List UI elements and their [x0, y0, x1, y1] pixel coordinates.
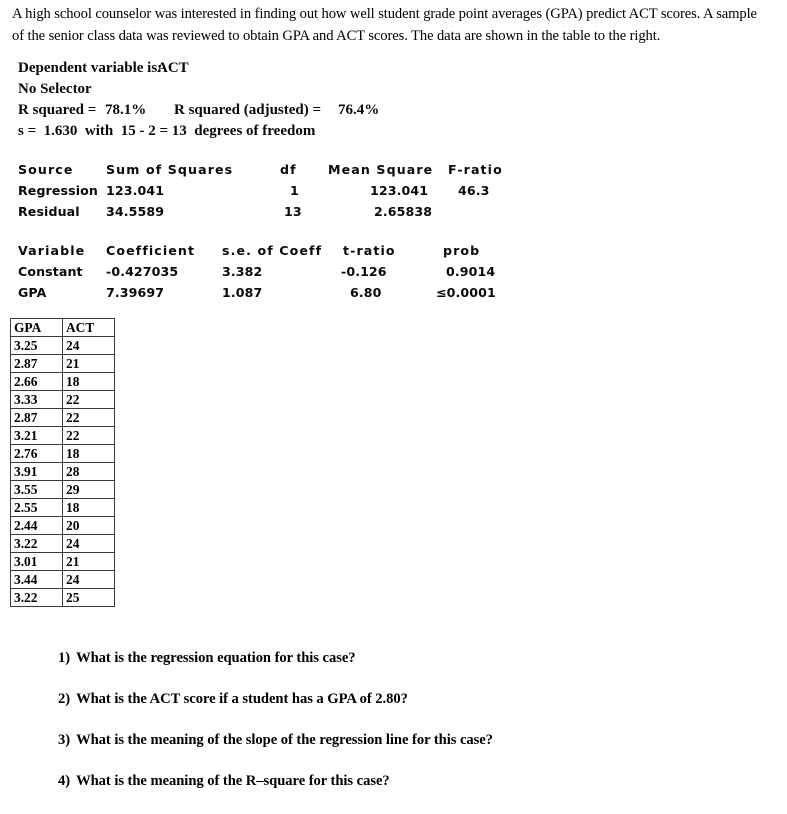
anova-residual-source: Residual — [18, 204, 80, 219]
standard-error-line: s = 1.630 with 15 - 2 = 13 degrees of freedom — [18, 123, 316, 139]
table-row — [11, 337, 115, 355]
cell-act: 24 — [63, 571, 115, 589]
anova-header-df: df — [280, 162, 297, 177]
anova-regression-sum-of-squares: 123.041 — [106, 183, 165, 198]
question-item — [58, 691, 758, 732]
anova-row-regression — [18, 180, 538, 201]
cell-act: 22 — [63, 391, 115, 409]
question-item — [58, 650, 758, 691]
anova-row-residual — [18, 201, 538, 222]
cell-gpa: 3.21 — [11, 427, 63, 445]
table-row — [11, 373, 115, 391]
selector-row — [18, 79, 538, 100]
table-row — [11, 517, 115, 535]
coefficients-gpa-coefficient: 7.39697 — [106, 285, 165, 300]
table-row — [11, 391, 115, 409]
table-row — [11, 355, 115, 373]
cell-act: 24 — [63, 535, 115, 553]
table-row — [11, 445, 115, 463]
coefficients-table — [18, 240, 538, 303]
cell-gpa: 3.22 — [11, 589, 63, 607]
coefficients-constant-prob: 0.9014 — [446, 264, 496, 279]
dependent-variable-row — [18, 58, 538, 79]
anova-residual-sum-of-squares: 34.5589 — [106, 204, 165, 219]
r-squared-adjusted-value: 76.4% — [338, 102, 380, 118]
cell-act: 24 — [63, 337, 115, 355]
table-row — [11, 427, 115, 445]
selector-label: No Selector — [18, 81, 92, 97]
table-row — [11, 535, 115, 553]
question-text: What is the meaning of the R–square for this case? — [76, 773, 390, 789]
anova-regression-mean-square: 123.041 — [370, 183, 429, 198]
r-squared-label: R squared = — [18, 102, 97, 118]
anova-residual-df: 13 — [284, 204, 302, 219]
cell-act: 21 — [63, 553, 115, 571]
coefficients-header-t-ratio: t-ratio — [343, 243, 396, 258]
question-text: What is the regression equation for this case? — [76, 650, 356, 666]
coefficients-header-prob: prob — [443, 243, 481, 258]
cell-act: 22 — [63, 427, 115, 445]
cell-act: 29 — [63, 481, 115, 499]
anova-residual-mean-square: 2.65838 — [374, 204, 433, 219]
regression-output-block — [18, 58, 538, 303]
question-text: What is the meaning of the slope of the regression line for this case? — [76, 732, 493, 748]
coefficients-gpa-se-of-coeff: 1.087 — [222, 285, 263, 300]
coefficients-gpa-t-ratio: 6.80 — [350, 285, 382, 300]
data-table-head — [11, 319, 115, 337]
dependent-variable-value: ACT — [157, 60, 189, 76]
anova-regression-df: 1 — [290, 183, 299, 198]
question-number: 2) — [58, 691, 71, 707]
coefficients-constant-se-of-coeff: 3.382 — [222, 264, 263, 279]
anova-header-source: Source — [18, 162, 74, 177]
anova-header-mean-square: Mean Square — [328, 162, 434, 177]
cell-gpa: 2.87 — [11, 409, 63, 427]
cell-gpa: 3.44 — [11, 571, 63, 589]
cell-gpa: 3.22 — [11, 535, 63, 553]
anova-header-sum-of-squares: Sum of Squares — [106, 162, 234, 177]
cell-gpa: 2.66 — [11, 373, 63, 391]
cell-gpa: 3.01 — [11, 553, 63, 571]
coefficients-header-coefficient: Coefficient — [106, 243, 196, 258]
cell-gpa: 3.91 — [11, 463, 63, 481]
coefficients-gpa-variable: GPA — [18, 285, 47, 300]
cell-gpa: 3.25 — [11, 337, 63, 355]
cell-act: 18 — [63, 373, 115, 391]
r-squared-row — [18, 100, 538, 121]
anova-header-row — [18, 159, 538, 180]
table-row — [11, 409, 115, 427]
coefficients-header-se-of-coeff: s.e. of Coeff — [222, 243, 323, 258]
cell-gpa: 2.55 — [11, 499, 63, 517]
cell-gpa: 3.33 — [11, 391, 63, 409]
coefficients-constant-coefficient: -0.427035 — [106, 264, 179, 279]
coefficients-constant-t-ratio: -0.126 — [341, 264, 387, 279]
cell-act: 28 — [63, 463, 115, 481]
data-table-header-act: ACT — [63, 319, 115, 337]
table-row — [11, 553, 115, 571]
table-row — [11, 499, 115, 517]
cell-act: 22 — [63, 409, 115, 427]
table-row — [11, 571, 115, 589]
coefficients-header-row — [18, 240, 538, 261]
coefficients-row-constant — [18, 261, 538, 282]
regression-summary-header — [18, 58, 538, 142]
data-table-header-gpa: GPA — [11, 319, 63, 337]
table-row — [11, 481, 115, 499]
cell-gpa: 2.76 — [11, 445, 63, 463]
table-row — [11, 463, 115, 481]
cell-act: 18 — [63, 499, 115, 517]
anova-table — [18, 159, 538, 222]
question-number: 1) — [58, 650, 71, 666]
table-row — [11, 589, 115, 607]
cell-act: 25 — [63, 589, 115, 607]
coefficients-header-variable: Variable — [18, 243, 86, 258]
r-squared-value: 78.1% — [105, 102, 147, 118]
gpa-act-data-table — [10, 318, 115, 607]
cell-act: 21 — [63, 355, 115, 373]
question-item — [58, 773, 758, 814]
question-text: What is the ACT score if a student has a GPA of 2.80? — [76, 691, 408, 707]
cell-act: 20 — [63, 517, 115, 535]
anova-regression-source: Regression — [18, 183, 98, 198]
anova-regression-f-ratio: 46.3 — [458, 183, 490, 198]
data-table-body — [11, 337, 115, 607]
dependent-variable-label: Dependent variable is: — [18, 60, 163, 76]
cell-gpa: 3.55 — [11, 481, 63, 499]
data-table-header-row — [11, 319, 115, 337]
question-number: 3) — [58, 732, 71, 748]
r-squared-adjusted-label: R squared (adjusted) = — [174, 102, 322, 118]
question-item — [58, 732, 758, 773]
coefficients-constant-variable: Constant — [18, 264, 83, 279]
question-number: 4) — [58, 773, 71, 789]
cell-act: 18 — [63, 445, 115, 463]
anova-header-f-ratio: F-ratio — [448, 162, 503, 177]
cell-gpa: 2.87 — [11, 355, 63, 373]
coefficients-row-gpa — [18, 282, 538, 303]
standard-error-row — [18, 121, 538, 142]
intro-paragraph: A high school counselor was interested in finding out how well student grade point averages (GPA) predict ACT scores. A sample of the senior class data was reviewed to obtain GPA and ACT scores. The data are shown in the table to the right. — [12, 6, 757, 44]
questions-list — [58, 650, 758, 814]
coefficients-gpa-prob: ≤0.0001 — [436, 285, 496, 300]
cell-gpa: 2.44 — [11, 517, 63, 535]
